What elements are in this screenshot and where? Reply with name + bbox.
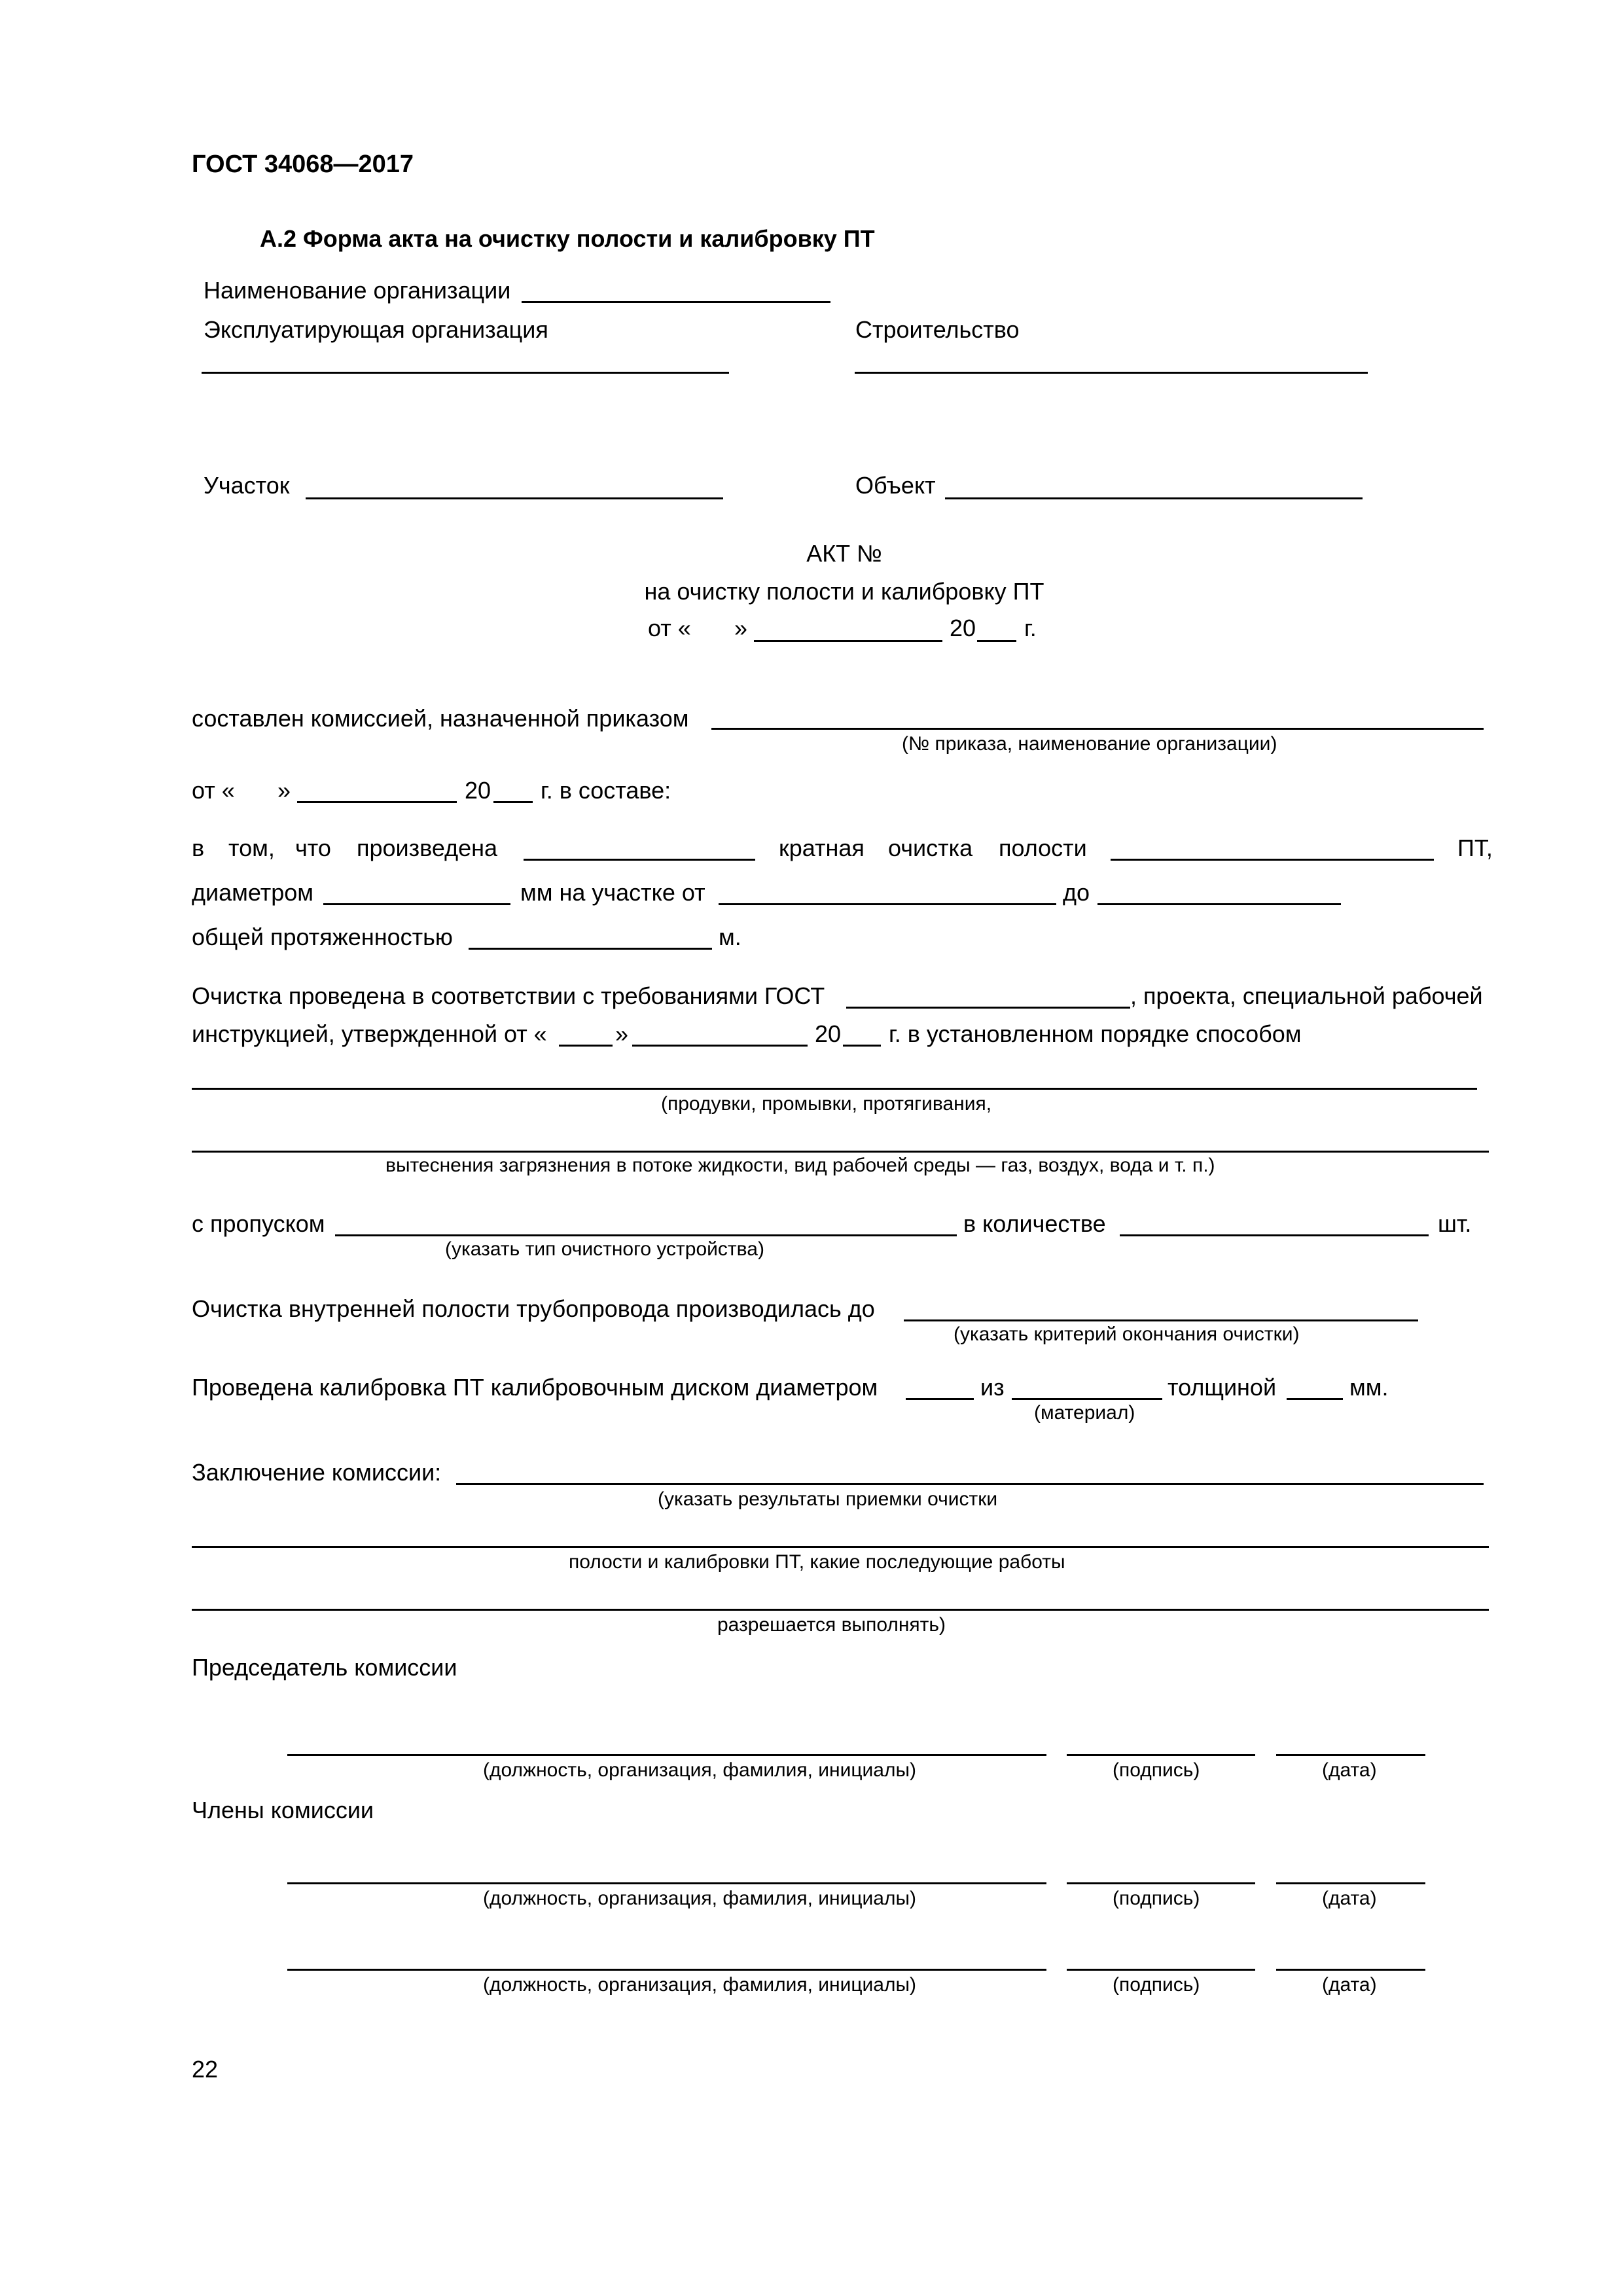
calibration-text: Проведена калибровка ПТ калибровочным диском диаметром bbox=[192, 1374, 878, 1401]
mm-on-section-label: мм на участке от bbox=[520, 879, 705, 906]
method-field-2[interactable] bbox=[192, 1151, 1489, 1153]
conclusion-field-3[interactable] bbox=[192, 1609, 1489, 1611]
order-field[interactable] bbox=[711, 728, 1484, 730]
disc-material-field[interactable] bbox=[1012, 1398, 1162, 1400]
instruction-year-prefix: 20 bbox=[815, 1020, 842, 1047]
instruction-day-field[interactable] bbox=[559, 1045, 613, 1047]
mm-unit: мм. bbox=[1349, 1374, 1389, 1401]
member-1-signature-field[interactable] bbox=[1067, 1882, 1255, 1884]
diameter-field[interactable] bbox=[323, 903, 510, 905]
disc-diameter-field[interactable] bbox=[906, 1398, 974, 1400]
disc-thickness-field[interactable] bbox=[1287, 1398, 1343, 1400]
composition-text: г. в составе: bbox=[541, 777, 671, 804]
to-label: до bbox=[1063, 879, 1090, 906]
page-number: 22 bbox=[192, 2056, 219, 2083]
cleaning-per-gost-text: Очистка проведена в соответствии с требованиями ГОСТ bbox=[192, 982, 825, 1009]
members-label: Члены комиссии bbox=[192, 1797, 374, 1823]
section-to-field[interactable] bbox=[1097, 903, 1341, 905]
thickness-label: толщиной bbox=[1168, 1374, 1277, 1401]
instruction-month-field[interactable] bbox=[632, 1045, 808, 1047]
act-number-title: АКТ № bbox=[806, 540, 882, 567]
chairman-label: Председатель комиссии bbox=[192, 1654, 457, 1681]
criterion-field[interactable] bbox=[904, 1319, 1418, 1321]
chairman-position-hint: (должность, организация, фамилия, инициалы) bbox=[483, 1759, 917, 1781]
member-2-date-field[interactable] bbox=[1276, 1969, 1425, 1971]
method-field-1[interactable] bbox=[192, 1088, 1477, 1090]
act-date-ot: от « bbox=[648, 615, 691, 641]
member-2-signature-hint: (подпись) bbox=[1113, 1974, 1200, 1996]
member-1-position-hint: (должность, организация, фамилия, инициалы) bbox=[483, 1888, 917, 1909]
device-hint: (указать тип очистного устройства) bbox=[445, 1238, 764, 1260]
pt-comma: ПТ, bbox=[1457, 834, 1493, 861]
method-hint-2: вытеснения загрязнения в потоке жидкости, вид рабочей среды — газ, воздух, вода и т. п.) bbox=[385, 1155, 1215, 1176]
org-name-label: Наименование организации bbox=[204, 277, 511, 304]
operating-org-field[interactable] bbox=[202, 372, 729, 374]
member-1-date-field[interactable] bbox=[1276, 1882, 1425, 1884]
member-2-position-hint: (должность, организация, фамилия, инициалы) bbox=[483, 1974, 917, 1996]
quantity-field[interactable] bbox=[1120, 1234, 1429, 1236]
method-text: г. в установленном порядке способом bbox=[889, 1020, 1302, 1047]
section-label: Участок bbox=[204, 472, 290, 499]
order-date-year-prefix: 20 bbox=[465, 777, 491, 804]
gost-number-field[interactable] bbox=[846, 1007, 1130, 1009]
section-from-field[interactable] bbox=[719, 903, 1056, 905]
order-date-ot: от « bbox=[192, 777, 235, 804]
word-ochistka: очистка bbox=[888, 834, 973, 861]
act-date-g: г. bbox=[1024, 615, 1037, 641]
member-2-date-hint: (дата) bbox=[1322, 1974, 1377, 1996]
order-hint: (№ приказа, наименование организации) bbox=[902, 733, 1277, 755]
word-tom: том, bbox=[228, 834, 275, 861]
construction-field[interactable] bbox=[855, 372, 1368, 374]
member-2-position-field[interactable] bbox=[287, 1969, 1046, 1971]
order-date-year-field[interactable] bbox=[493, 801, 533, 803]
org-name-field[interactable] bbox=[522, 301, 830, 303]
word-kratnaya: кратная bbox=[779, 834, 865, 861]
pt-name-field[interactable] bbox=[1111, 859, 1434, 861]
commission-text: составлен комиссией, назначенной приказом bbox=[192, 705, 689, 732]
act-date-close-quote: » bbox=[734, 615, 748, 641]
act-date-year-prefix: 20 bbox=[950, 615, 976, 641]
conclusion-hint-3: разрешается выполнять) bbox=[717, 1614, 946, 1636]
project-special-text: , проекта, специальной рабочей bbox=[1130, 982, 1483, 1009]
member-2-signature-field[interactable] bbox=[1067, 1969, 1255, 1971]
construction-label: Строительство bbox=[855, 316, 1020, 343]
section-field[interactable] bbox=[306, 497, 723, 499]
chairman-date-field[interactable] bbox=[1276, 1754, 1425, 1756]
standard-number: ГОСТ 34068—2017 bbox=[192, 151, 414, 178]
total-length-label: общей протяженностью bbox=[192, 924, 453, 950]
act-date-year-field[interactable] bbox=[977, 640, 1016, 642]
instruction-year-field[interactable] bbox=[843, 1045, 881, 1047]
fold-count-field[interactable] bbox=[524, 859, 755, 861]
chairman-signature-hint: (подпись) bbox=[1113, 1759, 1200, 1781]
chairman-date-hint: (дата) bbox=[1322, 1759, 1377, 1781]
word-v: в bbox=[192, 834, 205, 861]
conclusion-hint-2: полости и калибровки ПТ, какие последующие работы bbox=[569, 1551, 1065, 1573]
criterion-hint: (указать критерий окончания очистки) bbox=[954, 1323, 1300, 1345]
operating-org-label: Эксплуатирующая организация bbox=[204, 316, 548, 343]
pcs-unit: шт. bbox=[1438, 1210, 1472, 1237]
word-polosti: полости bbox=[999, 834, 1087, 861]
object-field[interactable] bbox=[945, 497, 1363, 499]
instruction-approved-text: инструкцией, утвержденной от « bbox=[192, 1020, 547, 1047]
from-word: из bbox=[980, 1374, 1005, 1401]
conclusion-hint-1: (указать результаты приемки очистки bbox=[658, 1488, 998, 1510]
member-1-signature-hint: (подпись) bbox=[1113, 1888, 1200, 1909]
instruction-close-quote: » bbox=[615, 1020, 629, 1047]
member-1-date-hint: (дата) bbox=[1322, 1888, 1377, 1909]
member-1-position-field[interactable] bbox=[287, 1882, 1046, 1884]
order-date-month-field[interactable] bbox=[297, 801, 457, 803]
diameter-label: диаметром bbox=[192, 879, 313, 906]
conclusion-label: Заключение комиссии: bbox=[192, 1459, 442, 1486]
in-quantity-label: в количестве bbox=[963, 1210, 1106, 1237]
with-passage-label: с пропуском bbox=[192, 1210, 325, 1237]
act-subject: на очистку полости и калибровку ПТ bbox=[644, 578, 1044, 605]
total-length-field[interactable] bbox=[469, 948, 712, 950]
conclusion-field-2[interactable] bbox=[192, 1546, 1489, 1548]
material-hint: (материал) bbox=[1034, 1402, 1135, 1424]
conclusion-field-1[interactable] bbox=[456, 1483, 1484, 1485]
chairman-signature-field[interactable] bbox=[1067, 1754, 1255, 1756]
word-proizvedena: произведена bbox=[357, 834, 498, 861]
meters-unit: м. bbox=[719, 924, 741, 950]
word-chto: что bbox=[295, 834, 331, 861]
chairman-position-field[interactable] bbox=[287, 1754, 1046, 1756]
order-date-close-quote: » bbox=[277, 777, 291, 804]
section-title: А.2 Форма акта на очистку полости и калибровку ПТ bbox=[260, 225, 875, 252]
method-hint-1: (продувки, промывки, протягивания, bbox=[661, 1093, 992, 1115]
act-date-month-field[interactable] bbox=[754, 640, 942, 642]
internal-cleaning-text: Очистка внутренней полости трубопровода производилась до bbox=[192, 1295, 875, 1322]
cleaning-device-field[interactable] bbox=[335, 1234, 957, 1236]
object-label: Объект bbox=[855, 472, 936, 499]
